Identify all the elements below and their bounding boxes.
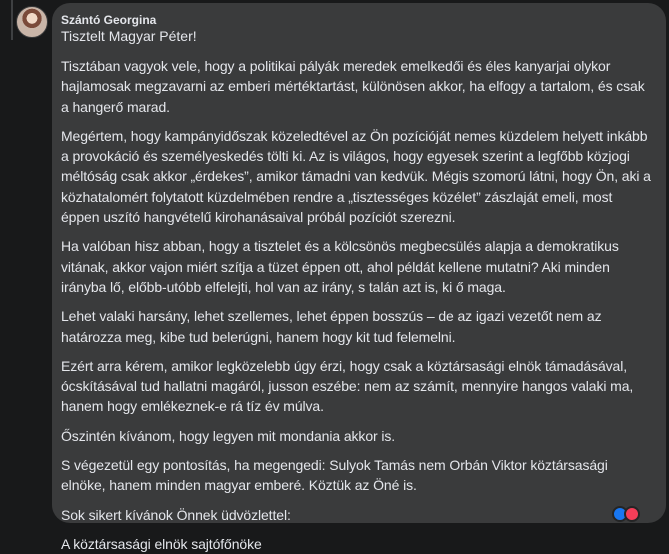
comment-bubble (52, 3, 666, 552)
comment-greeting: Tisztelt Magyar Péter! (61, 28, 197, 44)
comment-paragraph-1: Tisztában vagyok vele, hogy a politikai pályák meredek emelkedői és éles kanyarjai olykor hajlamosak megzavarni az emberi mértéktartást, különösen akkor, ha elfogy a tartalom, és csak a hangerő marad. (61, 58, 645, 115)
comment-paragraph-7: S végezetül egy pontosítás, ha megengedi: Sulyok Tamás nem Orbán Viktor köztársasági elnöke, hanem minden magyar emberé. Köztük az Öné is. (61, 457, 608, 494)
comment-paragraph-6: Őszintén kívánom, hogy legyen mit mondania akkor is. (61, 427, 396, 444)
comment-author-name[interactable]: Szántó Georgina (61, 13, 157, 27)
reaction-summary[interactable] (616, 506, 640, 522)
comment-paragraph-5: Ezért arra kérem, amikor legközelebb úgy érzi, hogy csak a köztársasági elnök támadásával, ócskításával tud hallatni magáról, jusson eszébe: nem az számít, mennyire hangos valaki ma, hanem hogy emlékeznek-e rá tíz év múlva. (61, 357, 634, 415)
comment-paragraph-4: Lehet valaki harsány, lehet szellemes, lehet éppen bosszús – de az igazi vezetőt nem az határozza meg, kibe tud belerúgni, hanem hogy kit tud felemelni. (61, 308, 602, 345)
comment-paragraph-8: Sok sikert kívánok Önnek üdvözlettel: (61, 506, 291, 523)
author-avatar[interactable] (16, 6, 48, 38)
love-icon (624, 506, 640, 522)
comment-paragraph-2: Megértem, hogy kampányidőszak közeledtével az Ön pozícióját nemes küzdelem helyett inkább a provokáció és személyeskedés tölti ki. Az is világos, hogy egyesek szerint a legfőbb közjogi méltóság csak akkor „érdekes”, amikor támadni van kedvük. Mégis szomorú látni, hogy Ön, aki a közhatalomért folytatott küzdelmében rendre a „tisztességes közélet” zászlaját emeli, most éppen uszító hangvételű kirohanásaival próbál pozíciót szerezni. (61, 127, 651, 226)
comment-paragraph-9: A köztársasági elnök sajtófőnöke (61, 535, 262, 552)
comment-paragraph-3: Ha valóban hisz abban, hogy a tisztelet és a kölcsönös megbecsülés alapja a demokratikus vitának, akkor vajon miért szítja a tüzet éppen ott, ahol példát kellene mutatni? Aki minden irányba lő, előbb-utóbb elfelejti, hol van az irány, s talán azt is, ki ő maga. (61, 238, 619, 295)
